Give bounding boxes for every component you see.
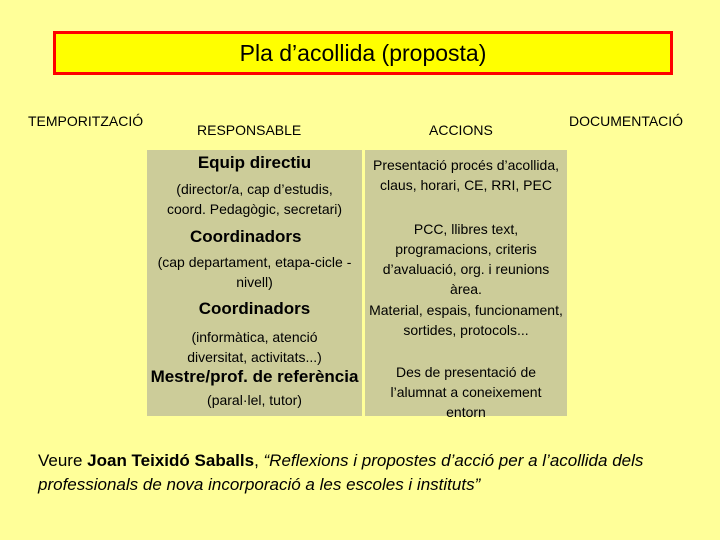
header-responsable: RESPONSABLE — [197, 122, 302, 138]
header-accions: ACCIONS — [429, 122, 493, 138]
row-3-action: Material, espais, funcionament, sortides, protocols... — [369, 302, 563, 338]
slide-title-box — [53, 31, 673, 75]
row-4-role-text: Mestre/prof. de referència — [150, 367, 359, 386]
reference-author: Joan Teixidó Saballs — [87, 451, 255, 470]
header-temporitzacio: TEMPORITZACIÓ — [28, 113, 144, 129]
row-2-detail: (cap departament, etapa-cicle -nivell) — [157, 254, 352, 290]
row-2-responsable — [145, 226, 364, 292]
reference-separator: , — [254, 451, 264, 470]
header-documentacio: DOCUMENTACIÓ — [569, 113, 684, 129]
row-4-action: Des de presentació de l’alumnat a coneixement entorn — [390, 364, 542, 420]
slide-title: Pla d’acollida (proposta) — [239, 39, 487, 66]
row-2-action: PCC, llibres text, programacions, criteris d’avaluació, org. i reunions àrea. — [382, 221, 550, 297]
row-4-detail: (paral·lel, tutor) — [207, 392, 302, 408]
row-3-responsable — [147, 298, 362, 367]
reference-work: “Reflexions i propostes d’acció per a l’acollida dels professionals de nova incorporació a les escoles i instituts” — [38, 451, 644, 494]
reference-prefix: Veure — [38, 451, 88, 470]
reference-note — [38, 449, 708, 497]
row-1-detail: (director/a, cap d’estudis, coord. Pedagògic, secretari) — [166, 181, 343, 217]
row-1-action: Presentació procés d’acollida, claus, horari, CE, RRI, PEC — [373, 157, 559, 193]
row-2-role: Coordinadors — [190, 227, 302, 246]
row-4-responsable — [147, 365, 362, 412]
row-3-role: Coordinadors — [198, 299, 311, 318]
row-3-detail: (informàtica, atenció diversitat, activitats...) — [187, 329, 322, 365]
row-1-responsable — [147, 151, 362, 219]
row-4-role — [147, 365, 362, 412]
row-1-role: Equip directiu — [197, 153, 312, 172]
